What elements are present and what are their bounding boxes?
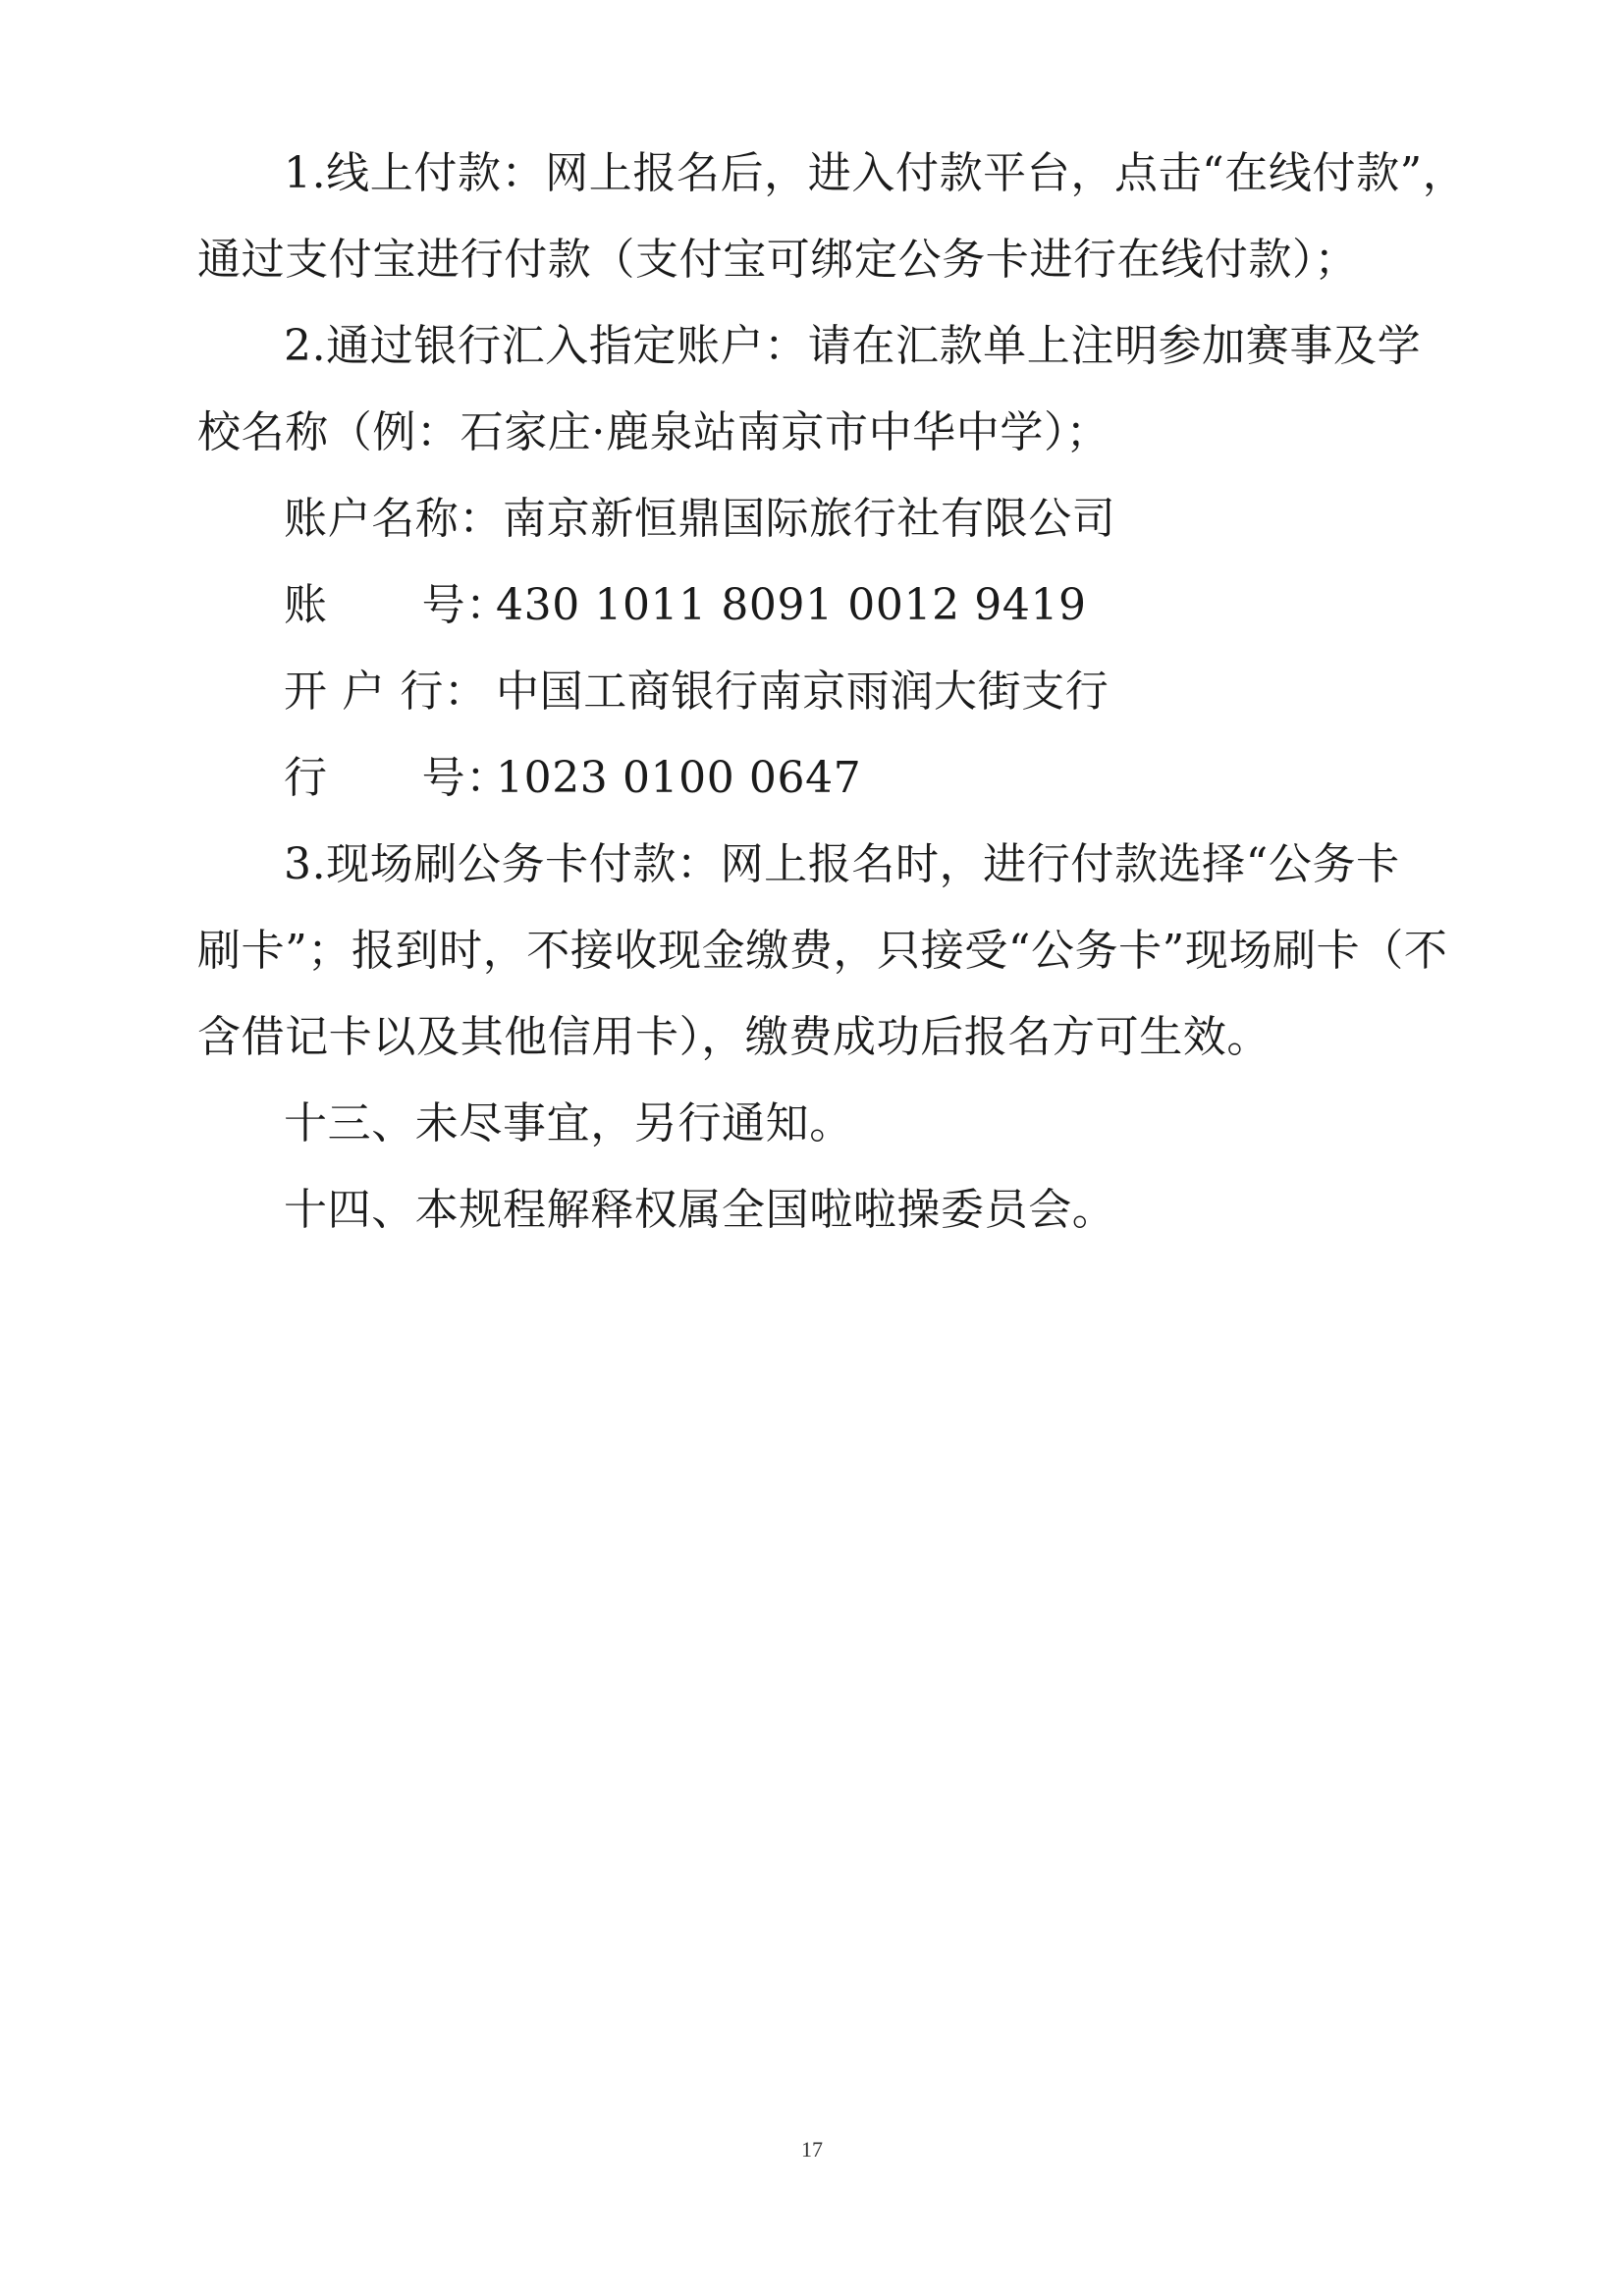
paragraph-line: 十四、本规程解释权属全国啦啦操委员会。 (284, 1185, 1116, 1235)
bank-label: 开 户 行： (284, 667, 488, 717)
account-name-line: 账户名称：南京新恒鼎国际旅行社有限公司 (284, 494, 1116, 544)
bank-code-line (197, 753, 1444, 843)
bank-code-label (284, 753, 510, 803)
account-number-value: 430 1011 8091 0012 9419 (496, 580, 1087, 630)
paragraph-line: 校名称（例：石家庄·鹿泉站南京市中华中学）； (197, 407, 1110, 457)
paragraph-line: 2.通过银行汇入指定账户：请在汇款单上注明参加赛事及学 (284, 321, 1422, 371)
bank-value: 中国工商银行南京雨润大街支行 (496, 667, 1110, 717)
bank-code-label-first: 行 (284, 753, 328, 803)
paragraph-line: 含借记卡以及其他信用卡），缴费成功后报名方可生效。 (197, 1012, 1271, 1062)
paragraph-line: 通过支付宝进行付款（支付宝可绑定公务卡进行在线付款）； (197, 235, 1359, 285)
bank-line (197, 667, 1444, 757)
bank-code-label-last: 号： (421, 753, 510, 803)
account-number-label-first: 账 (284, 580, 328, 630)
account-number-label-last: 号： (421, 580, 510, 630)
document-body (197, 148, 1467, 1275)
page-number: 17 (801, 2137, 823, 2162)
account-number-label (284, 580, 510, 630)
paragraph-line: 1.线上付款：网上报名后，进入付款平台，点击“在线付款”， (284, 148, 1467, 198)
paragraph-line: 3.现场刷公务卡付款：网上报名时，进行付款选择“公务卡 (284, 839, 1400, 889)
bank-code-value: 1023 0100 0647 (496, 753, 862, 803)
paragraph-line: 刷卡”；报到时，不接收现金缴费，只接受“公务卡”现场刷卡（不 (197, 926, 1448, 976)
account-number-line (197, 580, 1444, 670)
paragraph-line: 十三、未尽事宜，另行通知。 (284, 1098, 853, 1148)
